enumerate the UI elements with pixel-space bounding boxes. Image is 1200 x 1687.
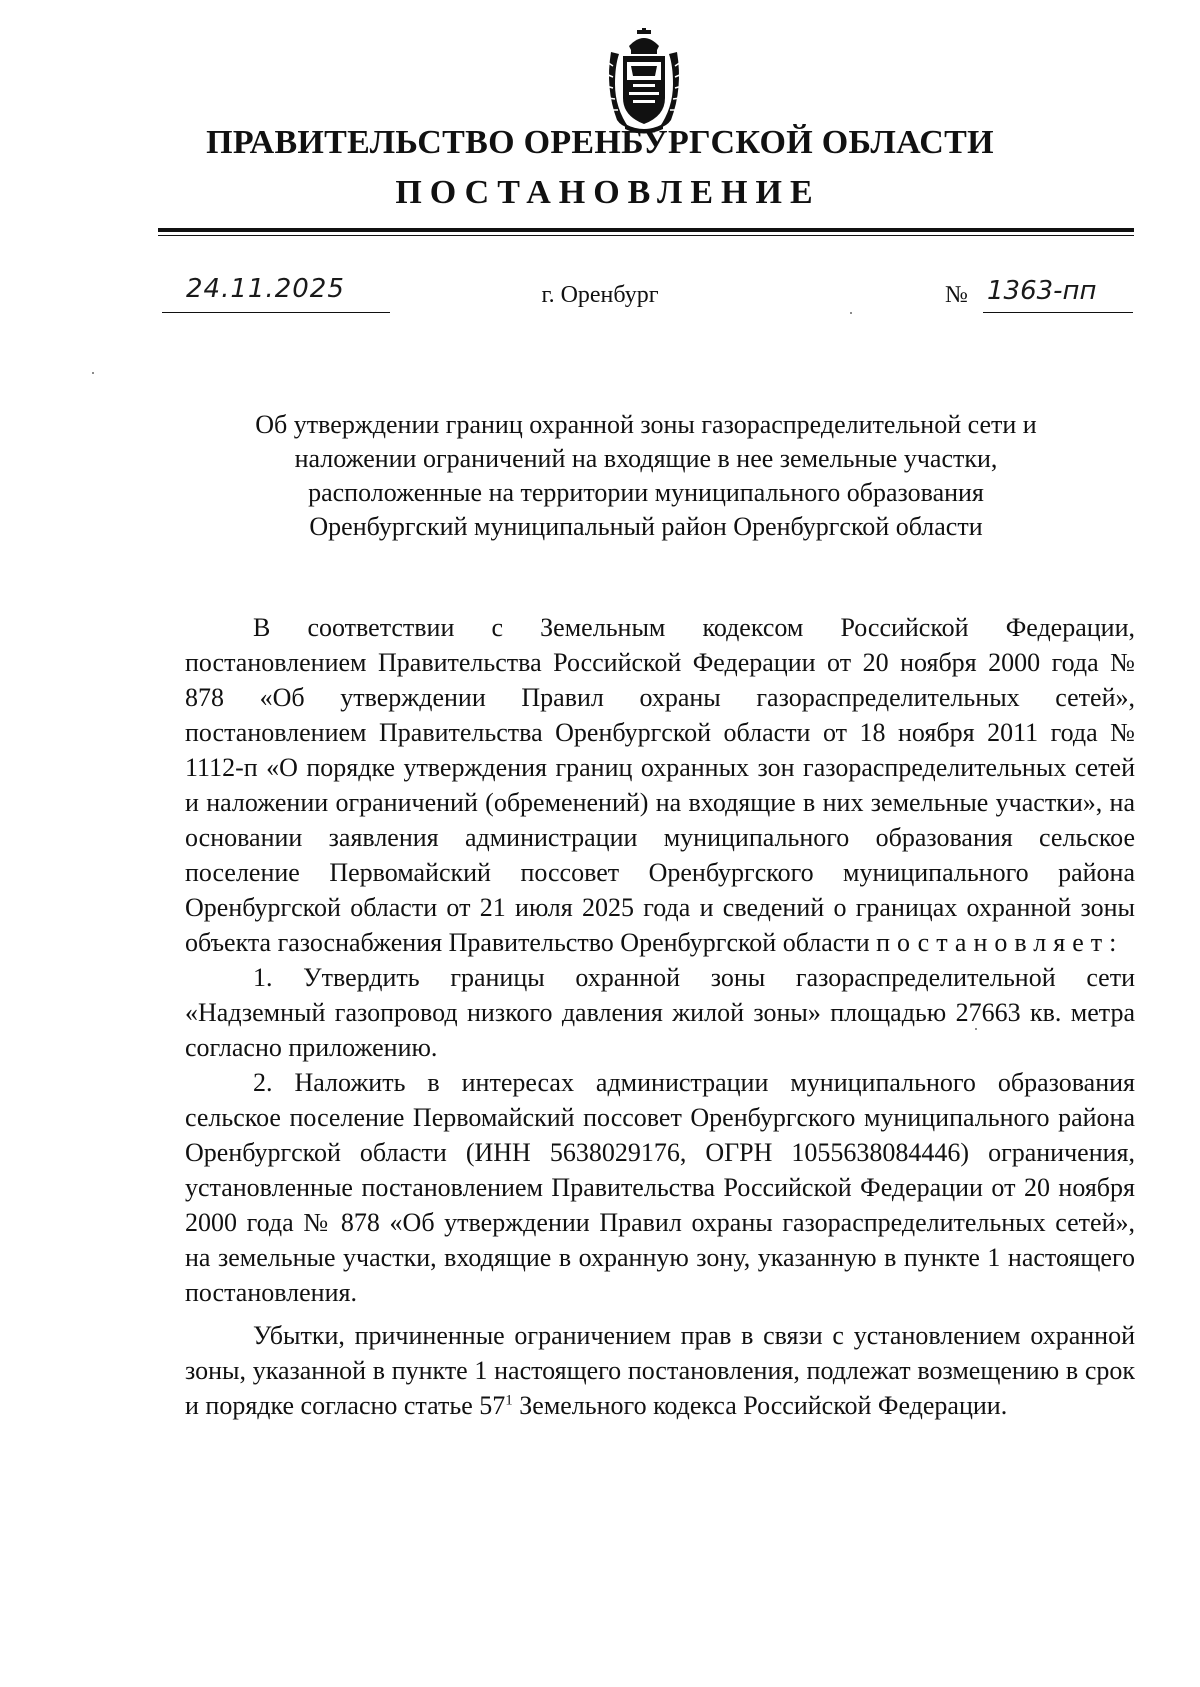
handwritten-date: 24.11.2025 xyxy=(186,274,345,304)
header-rule-thin xyxy=(158,235,1134,236)
scan-speck xyxy=(92,372,94,374)
subject-line: наложении ограничений на входящие в нее земельные участки, xyxy=(294,444,998,473)
org-title: ПРАВИТЕЛЬСТВО ОРЕНБУРГСКОЙ ОБЛАСТИ xyxy=(206,124,994,161)
document-body xyxy=(185,610,1135,1423)
losses-text-end: Земельного кодекса Российской Федерации. xyxy=(512,1391,1008,1420)
subject-line: Оренбургский муниципальный район Оренбургской области xyxy=(309,512,983,541)
article-superscript: 1 xyxy=(505,1392,513,1409)
losses-paragraph xyxy=(185,1318,1135,1423)
number-sign: № xyxy=(945,282,968,308)
document-number xyxy=(945,276,1145,316)
city-label: г. Оренбург xyxy=(541,282,659,308)
coat-of-arms-icon xyxy=(603,28,685,134)
subject-line: расположенные на территории муниципального образования xyxy=(308,478,984,507)
subject-line: Об утверждении границ охранной зоны газораспределительной сети и xyxy=(255,410,1037,439)
doc-type-title: ПОСТАНОВЛЕНИЕ xyxy=(395,174,821,211)
document-subject xyxy=(158,408,1134,544)
header-rule-thick xyxy=(158,228,1134,232)
scan-speck xyxy=(850,312,852,314)
losses-text-start: Убытки, причиненные ограничением прав в связи с установлением охранной зоны, указанной в пункте 1 настоящего постановления, подлежат возмещению в срок и порядке согласно статье 57 xyxy=(185,1321,1135,1420)
preamble-paragraph xyxy=(185,610,1135,960)
number-field xyxy=(983,276,1133,313)
preamble-text: В соответствии с Земельным кодексом Российской Федерации, постановлением Правительства Российской Федерации от 20 ноября 2000 года № 878 «Об утверждении Правил охраны газораспределительных сетей», постановлением Правительства Оренбургской области от 18 ноября 2011 года № 1112-п «О порядке утверждения границ охранных зон газораспределительных сетей и наложении ограничений (обременений) на входящие в них земельные участки», на основании заявления администрации муниципального образования сельское поселение Первомайский поссовет Оренбургского муниципального района Оренбургской области от 21 июля 2025 года и сведений о границах охранной зоны объекта газоснабжения Правительство Оренбургской области xyxy=(185,613,1135,957)
item-1-paragraph: 1. Утвердить границы охранной зоны газораспределительной сети «Надземный газопровод низкого давления жилой зоны» площадью 27663 кв. метра согласно приложению. xyxy=(185,963,1135,1062)
handwritten-number: 1363-пп xyxy=(987,276,1097,306)
item-2-paragraph: 2. Наложить в интересах администрации муниципального образования сельское поселение Первомайский поссовет Оренбургского муниципального района Оренбургской области (ИНН 5638029176, ОГРН 1055638084446) ограничения, установленные постановлением Правительства Российской Федерации от 20 ноября 2000 года № 878 «Об утверждении Правил охраны газораспределительных сетей», на земельные участки, входящие в охранную зону, указанную в пункте 1 настоящего постановления. xyxy=(185,1068,1135,1307)
scan-speck xyxy=(975,1028,977,1030)
resolves-word: постановляет: xyxy=(876,928,1124,957)
